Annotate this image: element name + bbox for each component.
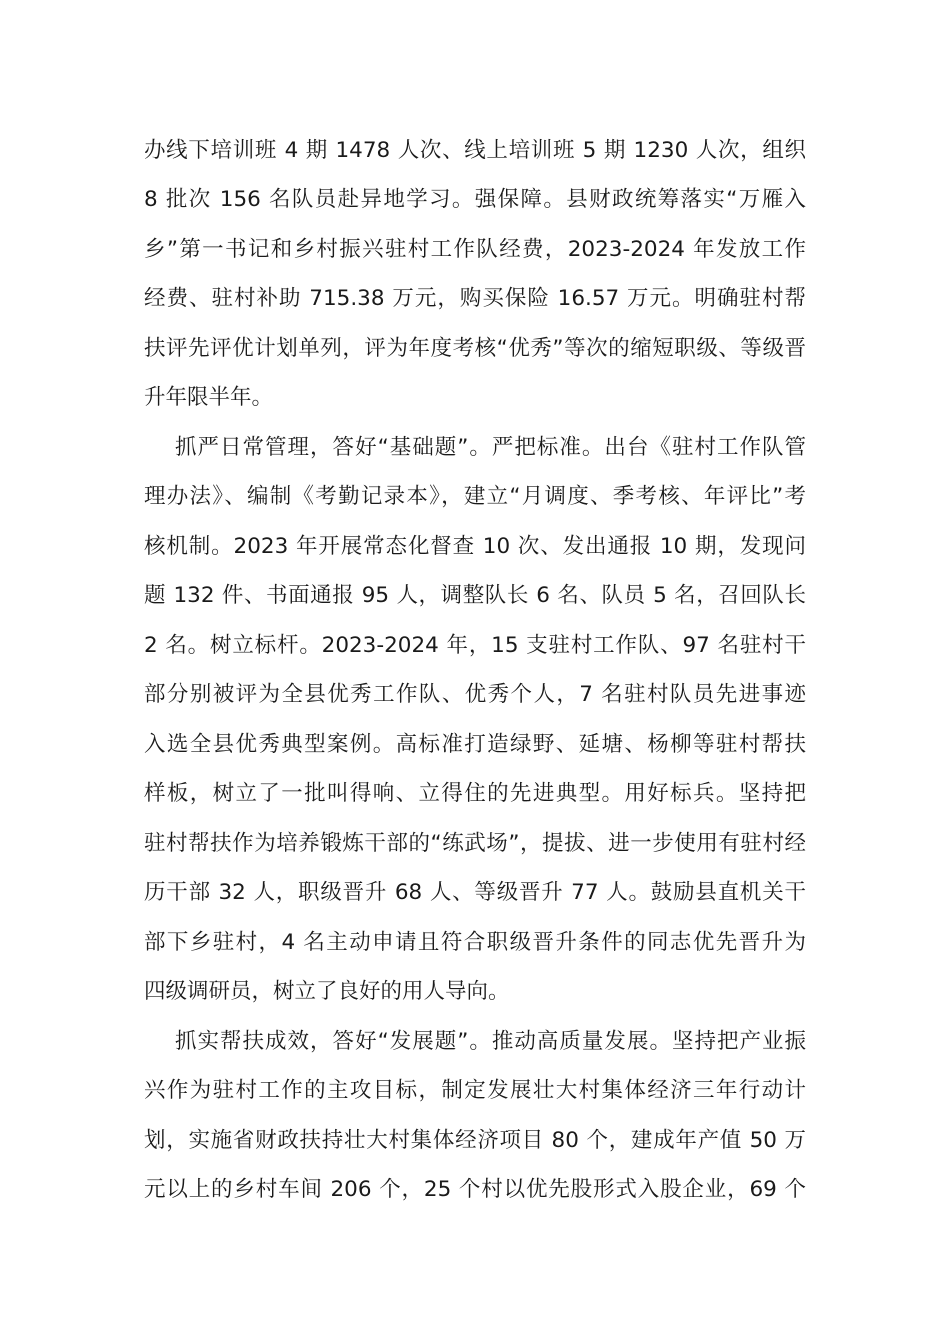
text-line: 划，实施省财政扶持壮大村集体经济项目 80 个，建成年产值 50 万 <box>144 1128 806 1153</box>
text-line: 升年限半年。 <box>144 385 274 410</box>
text-line: 扶评先评优计划单列，评为年度考核“优秀”等次的缩短职级、等级晋 <box>144 336 806 361</box>
text-line: 驻村帮扶作为培养锻炼干部的“练武场”，提拔、进一步使用有驻村经 <box>144 831 806 856</box>
text-line: 样板，树立了一批叫得响、立得住的先进典型。用好标兵。坚持把 <box>144 781 806 806</box>
paragraph-first-line: 抓实帮扶成效，答好“发展题”。推动高质量发展。坚持把产业振 <box>175 1029 806 1054</box>
text-line: 部下乡驻村，4 名主动申请且符合职级晋升条件的同志优先晋升为 <box>144 930 806 955</box>
text-line: 部分别被评为全县优秀工作队、优秀个人，7 名驻村队员先进事迹 <box>144 682 806 707</box>
text-line: 兴作为驻村工作的主攻目标，制定发展壮大村集体经济三年行动计 <box>144 1078 806 1103</box>
text-line: 乡”第一书记和乡村振兴驻村工作队经费，2023-2024 年发放工作 <box>144 237 806 262</box>
text-line: 题 132 件、书面通报 95 人，调整队长 6 名、队员 5 名，召回队长 <box>144 583 806 608</box>
text-line: 办线下培训班 4 期 1478 人次、线上培训班 5 期 1230 人次，组织 <box>144 138 806 163</box>
text-line: 四级调研员，树立了良好的用人导向。 <box>144 979 510 1004</box>
text-line: 元以上的乡村车间 206 个，25 个村以优先股形式入股企业，69 个 <box>144 1177 806 1202</box>
text-line: 历干部 32 人，职级晋升 68 人、等级晋升 77 人。鼓励县直机关干 <box>144 880 806 905</box>
text-line: 经费、驻村补助 715.38 万元，购买保险 16.57 万元。明确驻村帮 <box>144 286 806 311</box>
text-line: 2 名。树立标杆。2023-2024 年，15 支驻村工作队、97 名驻村干 <box>144 633 806 658</box>
text-line: 理办法》、编制《考勤记录本》，建立“月调度、季考核、年评比”考 <box>144 484 806 509</box>
text-line: 入选全县优秀典型案例。高标准打造绿野、延塘、杨柳等驻村帮扶 <box>144 732 806 757</box>
text-line: 核机制。2023 年开展常态化督查 10 次、发出通报 10 期，发现问 <box>144 534 806 559</box>
text-line: 8 批次 156 名队员赴异地学习。强保障。县财政统筹落实“万雁入 <box>144 187 806 212</box>
paragraph-first-line: 抓严日常管理，答好“基础题”。严把标准。出台《驻村工作队管 <box>175 435 806 460</box>
